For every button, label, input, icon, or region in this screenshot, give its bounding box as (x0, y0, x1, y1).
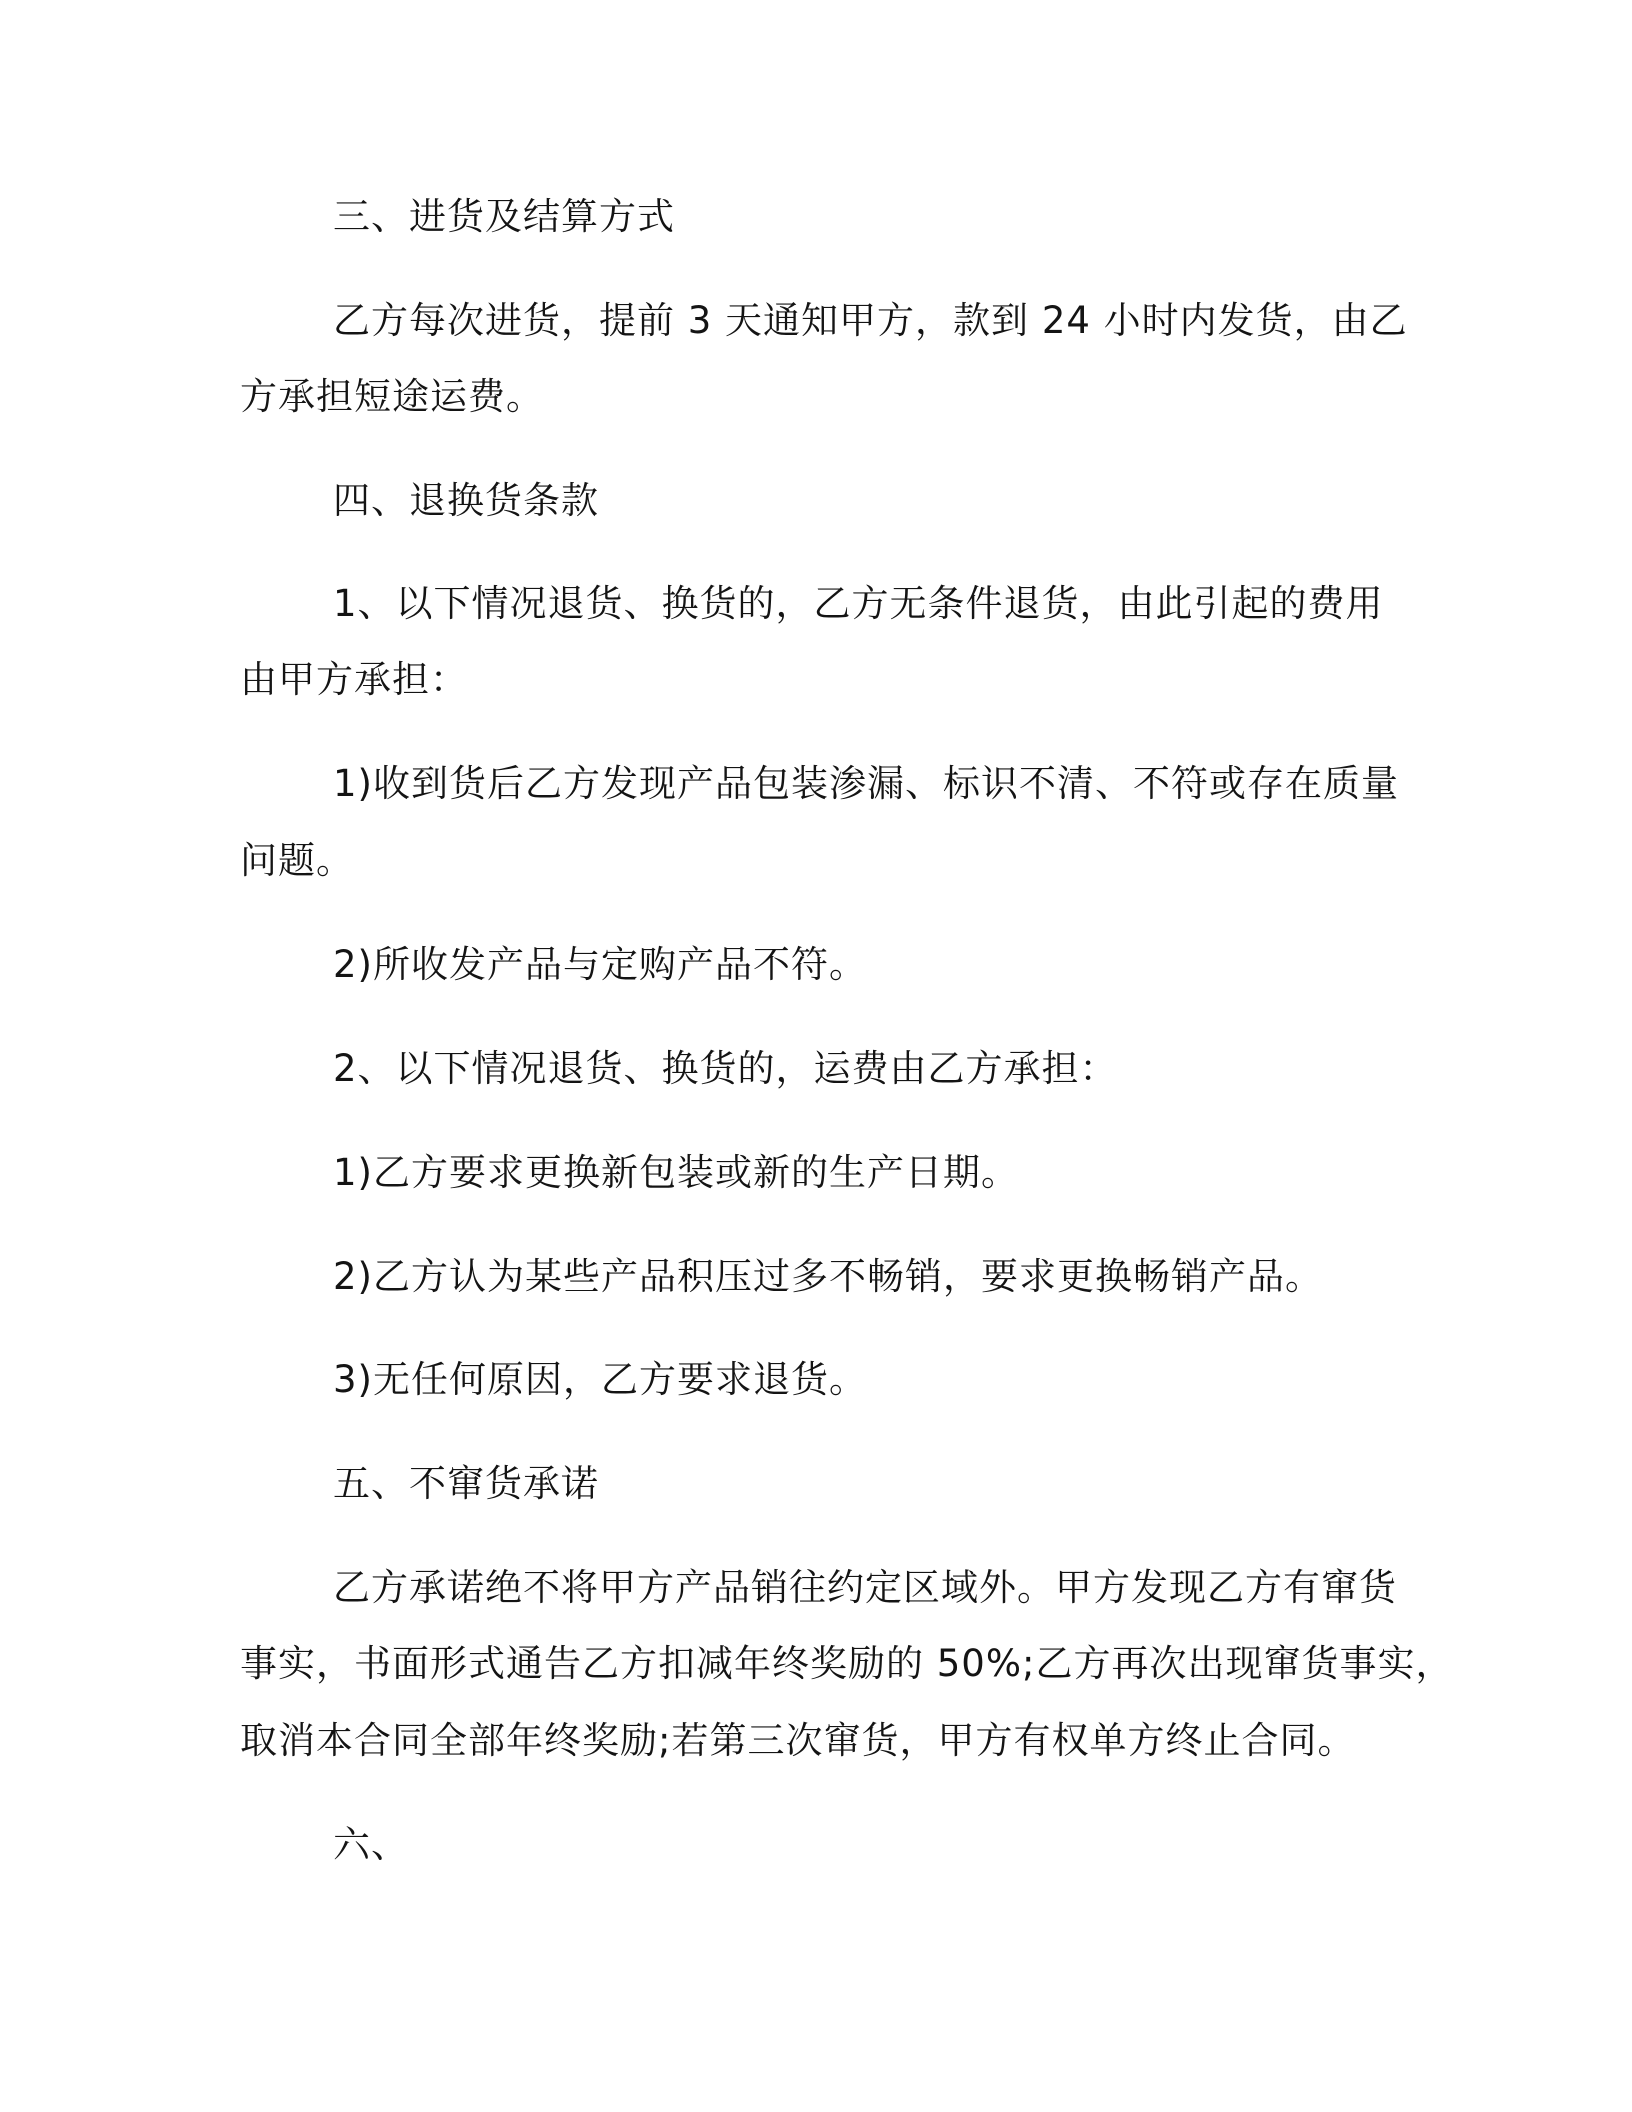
section-heading-6: 六、 (333, 1823, 409, 1866)
paragraph-line: 3)无任何原因，乙方要求退货。 (333, 1358, 867, 1401)
paragraph-line: 由甲方承担： (240, 658, 468, 701)
paragraph-line: 事实，书面形式通告乙方扣减年终奖励的 50%;乙方再次出现窜货事实， (240, 1642, 1454, 1685)
section-heading-5: 五、不窜货承诺 (333, 1462, 599, 1505)
paragraph-line: 2)乙方认为某些产品积压过多不畅销，要求更换畅销产品。 (333, 1255, 1323, 1298)
paragraph-line: 1)乙方要求更换新包装或新的生产日期。 (333, 1151, 1019, 1194)
paragraph-line: 2)所收发产品与定购产品不符。 (333, 943, 867, 986)
paragraph-line: 乙方每次进货，提前 3 天通知甲方，款到 24 小时内发货，由乙 (333, 299, 1408, 342)
paragraph-line: 乙方承诺绝不将甲方产品销往约定区域外。甲方发现乙方有窜货 (333, 1566, 1397, 1609)
paragraph-line: 问题。 (240, 839, 354, 882)
paragraph-line: 2、以下情况退货、换货的，运费由乙方承担： (333, 1047, 1118, 1090)
section-heading-3: 三、进货及结算方式 (333, 195, 675, 238)
paragraph-line: 取消本合同全部年终奖励;若第三次窜货，甲方有权单方终止合同。 (240, 1719, 1356, 1762)
paragraph-line: 1)收到货后乙方发现产品包装渗漏、标识不清、不符或存在质量 (333, 762, 1399, 805)
section-heading-4: 四、退换货条款 (333, 479, 599, 522)
paragraph-line: 1、以下情况退货、换货的，乙方无条件退货，由此引起的费用 (333, 582, 1384, 625)
paragraph-line: 方承担短途运费。 (240, 375, 544, 418)
